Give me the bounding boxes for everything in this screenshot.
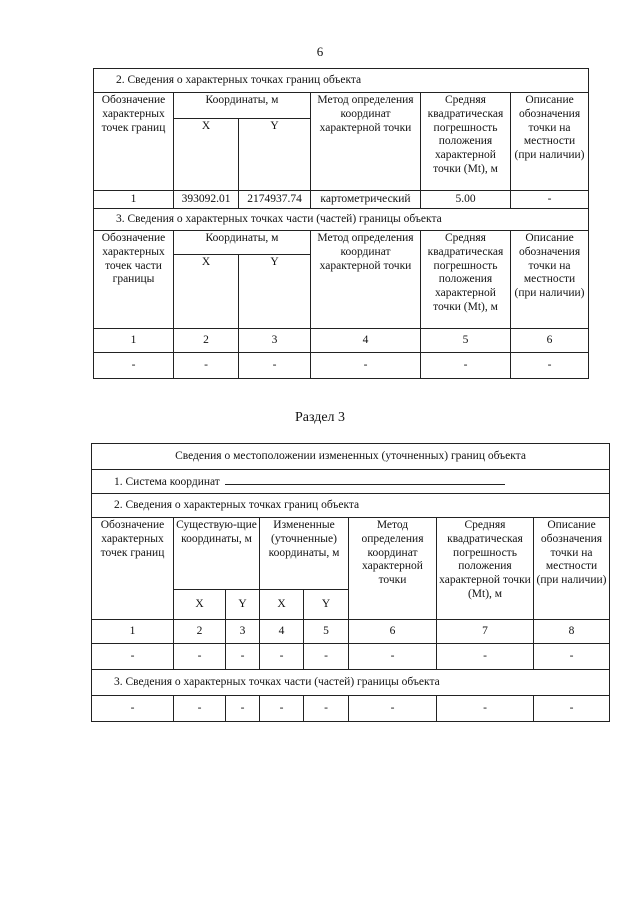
col-number: 4 <box>311 329 421 353</box>
header-y: Y <box>239 119 311 191</box>
cell-description: - <box>511 191 589 209</box>
header-y-existing: Y <box>226 590 260 620</box>
table-row <box>92 696 610 722</box>
header-accuracy: Средняя квадратическая погрешность положения характерной точки (Mt), м <box>421 93 511 191</box>
coordinate-system-row <box>92 470 610 494</box>
section-3-title: 3. Сведения о характерных точках части (частей) границы объекта <box>94 209 589 231</box>
cell-y: 2174937.74 <box>239 191 311 209</box>
header-method-b: Метод определения координат характерной точки <box>349 518 437 620</box>
dash-cell: - <box>349 696 437 722</box>
column-numbers-row <box>92 620 610 644</box>
cell-accuracy: 5.00 <box>421 191 511 209</box>
col-number: 6 <box>349 620 437 644</box>
dash-cell: - <box>421 353 511 379</box>
table-title: Сведения о местоположении измененных (уточненных) границ объекта <box>92 444 610 470</box>
dash-cell: - <box>92 696 174 722</box>
header-x-part: X <box>174 255 239 329</box>
section-2-title-b: 2. Сведения о характерных точках границ объекта <box>92 494 610 518</box>
table-row <box>92 644 610 670</box>
col-number: 8 <box>534 620 610 644</box>
header-x: X <box>174 119 239 191</box>
dash-cell: - <box>174 353 239 379</box>
col-number: 6 <box>511 329 589 353</box>
header-x-existing: X <box>174 590 226 620</box>
dash-cell: - <box>94 353 174 379</box>
dash-cell: - <box>437 696 534 722</box>
coordinate-system-label: 1. Система координат <box>114 476 220 489</box>
col-number: 1 <box>92 620 174 644</box>
col-number: 5 <box>304 620 349 644</box>
dash-cell: - <box>511 353 589 379</box>
dash-cell: - <box>174 644 226 670</box>
header-coordinates: Координаты, м <box>174 93 311 119</box>
page-number: 6 <box>316 44 324 59</box>
col-number: 2 <box>174 620 226 644</box>
dash-cell: - <box>304 696 349 722</box>
dash-cell: - <box>260 644 304 670</box>
col-number: 5 <box>421 329 511 353</box>
header-coordinates-part: Координаты, м <box>174 231 311 255</box>
header-existing-coords: Существую-щие координаты, м <box>174 518 260 590</box>
header-y-changed: Y <box>304 590 349 620</box>
table-row <box>94 353 589 379</box>
changed-boundaries-table <box>91 443 610 722</box>
dash-cell: - <box>311 353 421 379</box>
column-numbers-row <box>94 329 589 353</box>
dash-cell: - <box>304 644 349 670</box>
col-number: 3 <box>226 620 260 644</box>
dash-cell: - <box>260 696 304 722</box>
header-accuracy-b: Средняя квадратическая погрешность положения характерной точки (Mt), м <box>437 518 534 620</box>
dash-cell: - <box>437 644 534 670</box>
col-number: 7 <box>437 620 534 644</box>
col-number: 2 <box>174 329 239 353</box>
header-accuracy-part: Средняя квадратическая погрешность положения характерной точки (Mt), м <box>421 231 511 329</box>
col-number: 3 <box>239 329 311 353</box>
header-method-part: Метод определения координат характерной точки <box>311 231 421 329</box>
header-designation-part: Обозначение характерных точек части границы <box>94 231 174 329</box>
header-y-part: Y <box>239 255 311 329</box>
dash-cell: - <box>226 644 260 670</box>
dash-cell: - <box>92 644 174 670</box>
dash-cell: - <box>534 696 610 722</box>
coordinate-system-blank <box>225 473 505 485</box>
header-method: Метод определения координат характерной точки <box>311 93 421 191</box>
table-row <box>94 191 589 209</box>
cell-method: картометрический <box>311 191 421 209</box>
header-description-b: Описание обозначения точки на местности (при наличии) <box>534 518 610 620</box>
dash-cell: - <box>174 696 226 722</box>
section-heading: Раздел 3 <box>294 410 346 425</box>
section-3-title-b: 3. Сведения о характерных точках части (частей) границы объекта <box>92 670 610 696</box>
header-description: Описание обозначения точки на местности (при наличии) <box>511 93 589 191</box>
col-number: 1 <box>94 329 174 353</box>
cell-x: 393092.01 <box>174 191 239 209</box>
cell-point: 1 <box>94 191 174 209</box>
dash-cell: - <box>239 353 311 379</box>
dash-cell: - <box>349 644 437 670</box>
section-2-title: 2. Сведения о характерных точках границ объекта <box>94 69 589 93</box>
header-changed-coords: Измененные (уточненные) координаты, м <box>260 518 349 590</box>
header-designation: Обозначение характерных точек границ <box>94 93 174 191</box>
header-description-part: Описание обозначения точки на местности (при наличии) <box>511 231 589 329</box>
boundary-points-table <box>93 68 589 379</box>
dash-cell: - <box>534 644 610 670</box>
col-number: 4 <box>260 620 304 644</box>
header-x-changed: X <box>260 590 304 620</box>
header-designation-b: Обозначение характерных точек границ <box>92 518 174 620</box>
dash-cell: - <box>226 696 260 722</box>
